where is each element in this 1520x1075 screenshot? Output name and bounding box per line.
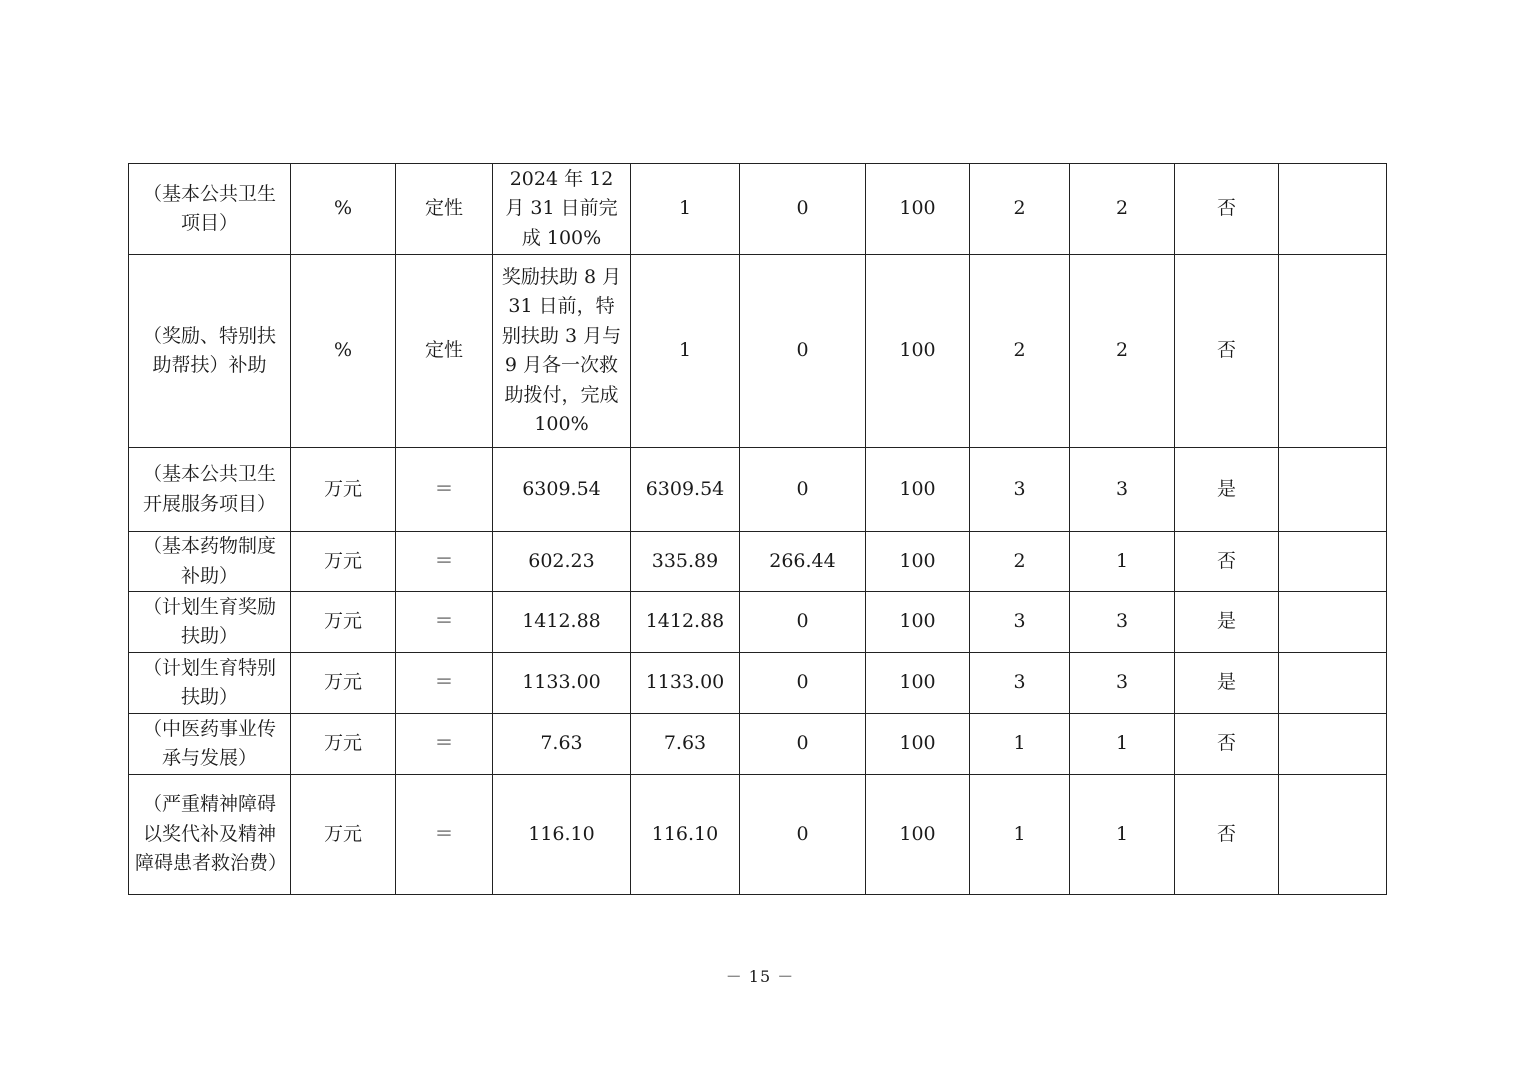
score-cell: 3 — [970, 448, 1070, 532]
weight-cell: 100 — [866, 775, 970, 895]
actual-score-cell: 1 — [1070, 714, 1175, 775]
remark-cell — [1279, 592, 1387, 653]
table-row — [129, 714, 1387, 775]
nature-cell: ＝ — [396, 653, 493, 714]
unit-cell: 万元 — [291, 714, 396, 775]
actual-value-cell: 1 — [631, 255, 740, 448]
actual-score-cell: 3 — [1070, 653, 1175, 714]
nature-cell: ＝ — [396, 775, 493, 895]
deviation-cell: 0 — [740, 775, 866, 895]
unit-cell: 万元 — [291, 532, 396, 592]
indicator-name-cell: （基本公共卫生项目） — [129, 164, 291, 255]
actual-value-cell: 7.63 — [631, 714, 740, 775]
table-row — [129, 164, 1387, 255]
weight-cell: 100 — [866, 164, 970, 255]
target-value-cell: 2024 年 12 月 31 日前完成 100% — [493, 164, 631, 255]
indicator-name-cell: （基本药物制度补助） — [129, 532, 291, 592]
target-value-cell: 116.10 — [493, 775, 631, 895]
unit-cell: 万元 — [291, 448, 396, 532]
indicator-name-cell: （中医药事业传承与发展） — [129, 714, 291, 775]
actual-score-cell: 2 — [1070, 255, 1175, 448]
page-number: － 15 － — [725, 967, 795, 986]
weight-cell: 100 — [866, 255, 970, 448]
deviation-cell: 266.44 — [740, 532, 866, 592]
flag-cell: 是 — [1175, 592, 1279, 653]
actual-score-cell: 2 — [1070, 164, 1175, 255]
target-value-cell: 6309.54 — [493, 448, 631, 532]
actual-value-cell: 1 — [631, 164, 740, 255]
score-cell: 1 — [970, 714, 1070, 775]
score-cell: 1 — [970, 775, 1070, 895]
table-row — [129, 448, 1387, 532]
target-value-cell: 奖励扶助 8 月 31 日前，特别扶助 3 月与 9 月各一次救助拨付，完成 100% — [493, 255, 631, 448]
indicator-name-cell: （基本公共卫生开展服务项目） — [129, 448, 291, 532]
nature-cell: ＝ — [396, 714, 493, 775]
actual-value-cell: 335.89 — [631, 532, 740, 592]
unit-cell: % — [291, 164, 396, 255]
table-body — [129, 164, 1387, 895]
remark-cell — [1279, 714, 1387, 775]
deviation-cell: 0 — [740, 164, 866, 255]
nature-cell: ＝ — [396, 592, 493, 653]
score-cell: 3 — [970, 653, 1070, 714]
nature-cell: ＝ — [396, 448, 493, 532]
actual-value-cell: 6309.54 — [631, 448, 740, 532]
table-row — [129, 532, 1387, 592]
target-value-cell: 7.63 — [493, 714, 631, 775]
flag-cell: 否 — [1175, 714, 1279, 775]
weight-cell: 100 — [866, 532, 970, 592]
remark-cell — [1279, 448, 1387, 532]
nature-cell: 定性 — [396, 164, 493, 255]
actual-score-cell: 1 — [1070, 775, 1175, 895]
weight-cell: 100 — [866, 714, 970, 775]
unit-cell: 万元 — [291, 592, 396, 653]
score-cell: 3 — [970, 592, 1070, 653]
flag-cell: 否 — [1175, 255, 1279, 448]
unit-cell: 万元 — [291, 653, 396, 714]
target-value-cell: 1412.88 — [493, 592, 631, 653]
remark-cell — [1279, 164, 1387, 255]
flag-cell: 是 — [1175, 653, 1279, 714]
score-cell: 2 — [970, 164, 1070, 255]
table-row — [129, 653, 1387, 714]
flag-cell: 是 — [1175, 448, 1279, 532]
deviation-cell: 0 — [740, 653, 866, 714]
performance-table — [128, 163, 1387, 895]
table-row — [129, 255, 1387, 448]
indicator-name-cell: （计划生育奖励扶助） — [129, 592, 291, 653]
deviation-cell: 0 — [740, 592, 866, 653]
remark-cell — [1279, 532, 1387, 592]
weight-cell: 100 — [866, 592, 970, 653]
indicator-name-cell: （奖励、特别扶助帮扶）补助 — [129, 255, 291, 448]
weight-cell: 100 — [866, 448, 970, 532]
flag-cell: 否 — [1175, 775, 1279, 895]
actual-score-cell: 3 — [1070, 448, 1175, 532]
target-value-cell: 602.23 — [493, 532, 631, 592]
score-cell: 2 — [970, 532, 1070, 592]
indicator-name-cell: （严重精神障碍以奖代补及精神障碍患者救治费） — [129, 775, 291, 895]
target-value-cell: 1133.00 — [493, 653, 631, 714]
remark-cell — [1279, 775, 1387, 895]
deviation-cell: 0 — [740, 255, 866, 448]
actual-score-cell: 3 — [1070, 592, 1175, 653]
nature-cell: 定性 — [396, 255, 493, 448]
unit-cell: 万元 — [291, 775, 396, 895]
deviation-cell: 0 — [740, 714, 866, 775]
remark-cell — [1279, 653, 1387, 714]
flag-cell: 否 — [1175, 164, 1279, 255]
actual-value-cell: 116.10 — [631, 775, 740, 895]
weight-cell: 100 — [866, 653, 970, 714]
indicator-name-cell: （计划生育特别扶助） — [129, 653, 291, 714]
score-cell: 2 — [970, 255, 1070, 448]
table-row — [129, 775, 1387, 895]
nature-cell: ＝ — [396, 532, 493, 592]
deviation-cell: 0 — [740, 448, 866, 532]
flag-cell: 否 — [1175, 532, 1279, 592]
table-row — [129, 592, 1387, 653]
actual-value-cell: 1133.00 — [631, 653, 740, 714]
remark-cell — [1279, 255, 1387, 448]
actual-value-cell: 1412.88 — [631, 592, 740, 653]
unit-cell: % — [291, 255, 396, 448]
actual-score-cell: 1 — [1070, 532, 1175, 592]
